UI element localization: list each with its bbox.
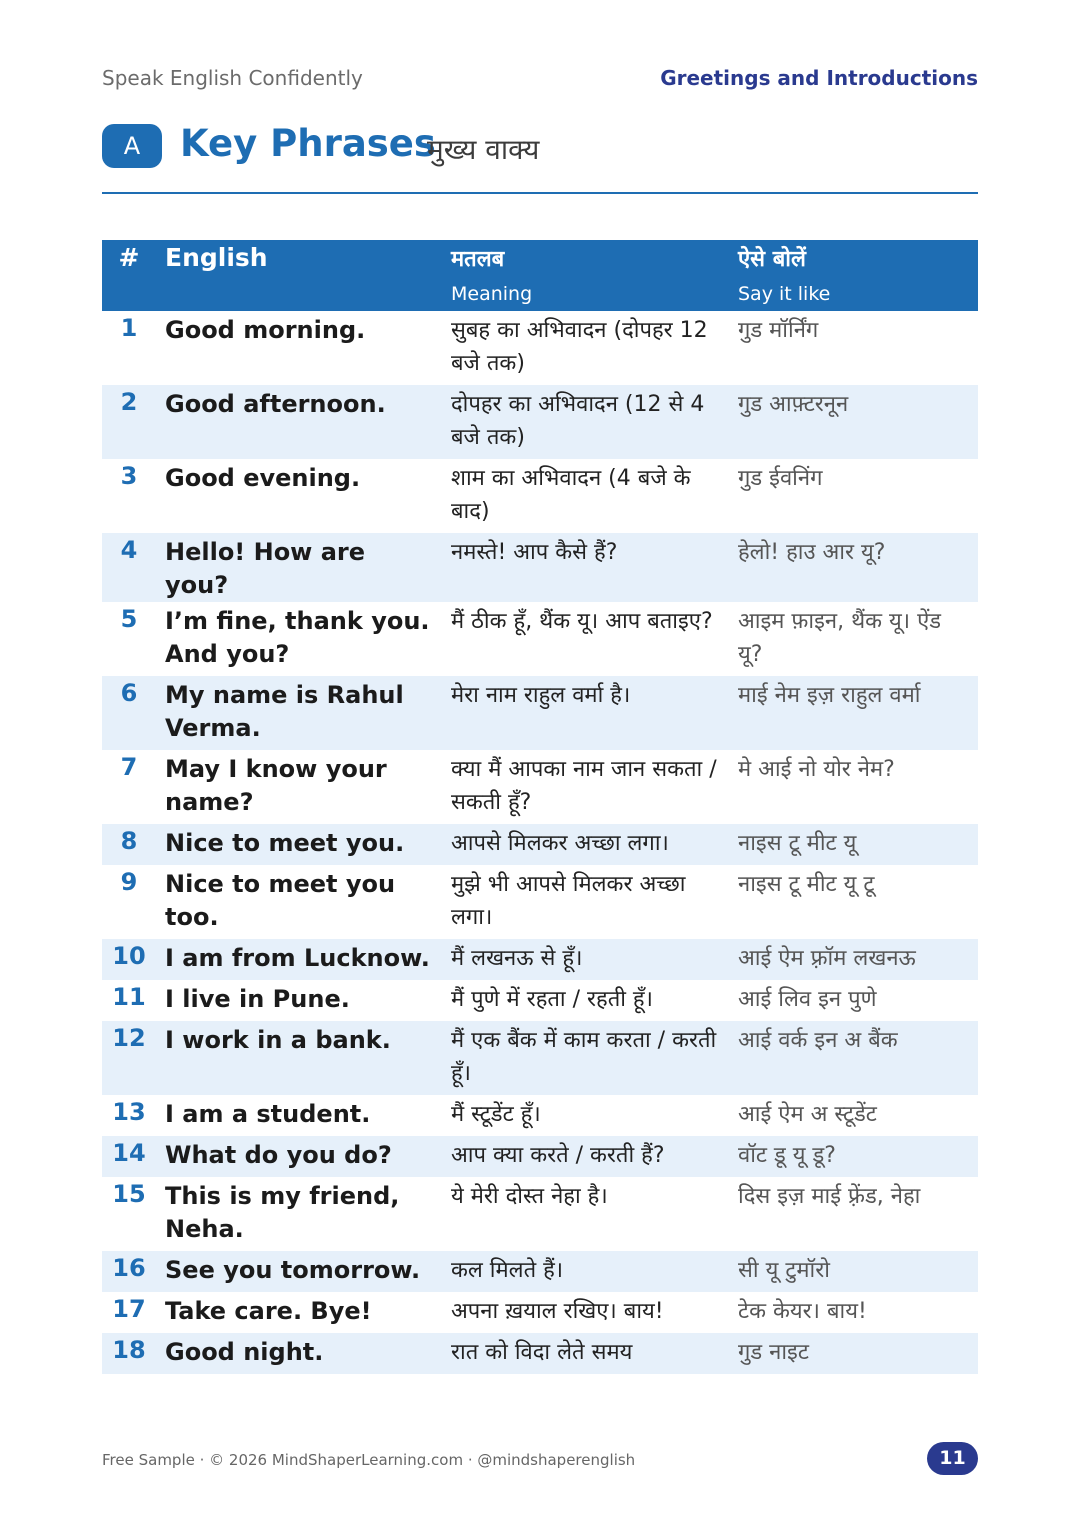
row-say-it-like: गुड आफ़्टरनून	[738, 392, 849, 417]
row-say-it-like: नाइस टू मीट यू	[738, 831, 857, 856]
row-number: 8	[120, 827, 138, 855]
column-header-english: English	[165, 243, 268, 272]
table-header	[102, 240, 978, 311]
row-say-it-like: दिस इज़ माई फ़्रेंड, नेहा	[738, 1184, 921, 1209]
row-number: 17	[112, 1295, 146, 1323]
row-say-it-like: गुड मॉर्निंग	[738, 318, 819, 343]
section-title: Key Phrases	[180, 122, 436, 165]
row-meaning: मैं पुणे में रहता / रहती हूँ।	[451, 987, 653, 1012]
chapter-title: Greetings and Introductions	[660, 66, 978, 90]
column-header-say-english: Say it like	[738, 283, 831, 305]
section-badge: A	[102, 124, 162, 168]
row-english: What do you do?	[165, 1141, 392, 1169]
section-subtitle: मुख्य वाक्य	[427, 133, 540, 166]
row-number: 10	[112, 942, 146, 970]
column-header-say-hindi: ऐसे बोलें	[738, 247, 806, 272]
row-meaning: आपसे मिलकर अच्छा लगा।	[451, 831, 669, 856]
row-say-it-like: सी यू टुमॉरो	[738, 1258, 830, 1283]
book-title: Speak English Confidently	[102, 66, 363, 90]
table-row	[102, 824, 978, 865]
row-number: 14	[112, 1139, 146, 1167]
row-english: I am from Lucknow.	[165, 944, 430, 972]
row-english: See you tomorrow.	[165, 1256, 421, 1284]
table-row	[102, 459, 978, 533]
column-header-say	[730, 240, 978, 311]
row-english: My name is Rahul Verma.	[165, 681, 404, 742]
row-number: 1	[120, 314, 138, 342]
table-body	[102, 311, 978, 1374]
row-say-it-like: आइम फ़ाइन, थैंक यू। ऐंड यू?	[738, 609, 942, 667]
row-english: I am a student.	[165, 1100, 371, 1128]
row-meaning: मैं स्टूडेंट हूँ।	[451, 1102, 541, 1127]
column-header-meaning	[443, 240, 730, 311]
table-row	[102, 1292, 978, 1333]
table-row	[102, 1095, 978, 1136]
row-say-it-like: मे आई नो योर नेम?	[738, 757, 895, 782]
row-english: Good morning.	[165, 316, 366, 344]
row-say-it-like: टेक केयर। बाय!	[738, 1299, 867, 1324]
row-english: Take care. Bye!	[165, 1297, 372, 1325]
row-meaning: मुझे भी आपसे मिलकर अच्छा लगा।	[451, 872, 686, 930]
table-row	[102, 533, 978, 602]
table-row	[102, 1177, 978, 1251]
row-say-it-like: नाइस टू मीट यू टू	[738, 872, 875, 897]
row-meaning: मेरा नाम राहुल वर्मा है।	[451, 683, 631, 708]
row-say-it-like: आई लिव इन पुणे	[738, 987, 877, 1012]
row-meaning: दोपहर का अभिवादन (12 से 4 बजे तक)	[451, 392, 705, 450]
row-meaning: आप क्या करते / करती हैं?	[451, 1143, 665, 1168]
row-number: 6	[120, 679, 138, 707]
row-meaning: कल मिलते हैं।	[451, 1258, 564, 1283]
table-row	[102, 980, 978, 1021]
page-number-badge: 11	[927, 1442, 978, 1475]
table-row	[102, 1136, 978, 1177]
column-header-meaning-hindi: मतलब	[451, 247, 505, 272]
row-english: I’m fine, thank you. And you?	[165, 607, 430, 668]
row-english: May I know your name?	[165, 755, 387, 816]
row-number: 4	[120, 536, 138, 564]
section-heading	[102, 124, 978, 170]
row-english: I work in a bank.	[165, 1026, 391, 1054]
row-number: 2	[120, 388, 138, 416]
row-number: 13	[112, 1098, 146, 1126]
page-header	[102, 66, 978, 96]
footer-note: Free Sample · © 2026 MindShaperLearning.com · @mindshaperenglish	[102, 1451, 636, 1469]
phrases-table	[102, 240, 978, 1374]
row-number: 7	[120, 753, 138, 781]
table-row	[102, 676, 978, 750]
table-row	[102, 1333, 978, 1374]
table-row	[102, 750, 978, 824]
row-say-it-like: आई ऐम फ़्रॉम लखनऊ	[738, 946, 916, 971]
row-meaning: नमस्ते! आप कैसे हैं?	[451, 540, 618, 565]
table-row	[102, 1251, 978, 1292]
row-meaning: क्या मैं आपका नाम जान सकता / सकती हूँ?	[451, 757, 717, 815]
table-row	[102, 385, 978, 459]
row-english: I live in Pune.	[165, 985, 350, 1013]
row-say-it-like: हेलो! हाउ आर यू?	[738, 540, 886, 565]
row-meaning: मैं एक बैंक में काम करता / करती हूँ।	[451, 1028, 717, 1086]
table-row	[102, 311, 978, 385]
row-number: 15	[112, 1180, 146, 1208]
row-say-it-like: गुड नाइट	[738, 1340, 809, 1365]
row-meaning: सुबह का अभिवादन (दोपहर 12 बजे तक)	[451, 318, 708, 376]
row-english: Good evening.	[165, 464, 361, 492]
row-meaning: शाम का अभिवादन (4 बजे के बाद)	[451, 466, 691, 524]
row-english: Good night.	[165, 1338, 324, 1366]
row-english: This is my friend, Neha.	[165, 1182, 400, 1243]
row-say-it-like: आई वर्क इन अ बैंक	[738, 1028, 898, 1053]
row-english: Nice to meet you.	[165, 829, 405, 857]
table-row	[102, 939, 978, 980]
column-header-meaning-english: Meaning	[451, 283, 533, 305]
table-row	[102, 602, 978, 676]
row-meaning: रात को विदा लेते समय	[451, 1340, 633, 1365]
row-number: 9	[120, 868, 138, 896]
row-meaning: मैं ठीक हूँ, थैंक यू। आप बताइए?	[451, 609, 713, 634]
row-number: 12	[112, 1024, 146, 1052]
row-say-it-like: गुड ईवनिंग	[738, 466, 823, 491]
row-meaning: मैं लखनऊ से हूँ।	[451, 946, 583, 971]
row-number: 11	[112, 983, 146, 1011]
row-number: 18	[112, 1336, 146, 1364]
row-meaning: ये मेरी दोस्त नेहा है।	[451, 1184, 608, 1209]
table-row	[102, 865, 978, 939]
row-meaning: अपना ख़याल रखिए। बाय!	[451, 1299, 664, 1324]
section-divider	[102, 192, 978, 194]
column-header-number: #	[118, 243, 140, 272]
row-english: Hello! How are you?	[165, 538, 366, 599]
row-english: Nice to meet you too.	[165, 870, 396, 931]
row-number: 5	[120, 605, 138, 633]
row-english: Good afternoon.	[165, 390, 386, 418]
row-say-it-like: वॉट डू यू डू?	[738, 1143, 836, 1168]
row-say-it-like: माई नेम इज़ राहुल वर्मा	[738, 683, 921, 708]
row-number: 16	[112, 1254, 146, 1282]
row-say-it-like: आई ऐम अ स्टूडेंट	[738, 1102, 877, 1127]
row-number: 3	[120, 462, 138, 490]
table-row	[102, 1021, 978, 1095]
